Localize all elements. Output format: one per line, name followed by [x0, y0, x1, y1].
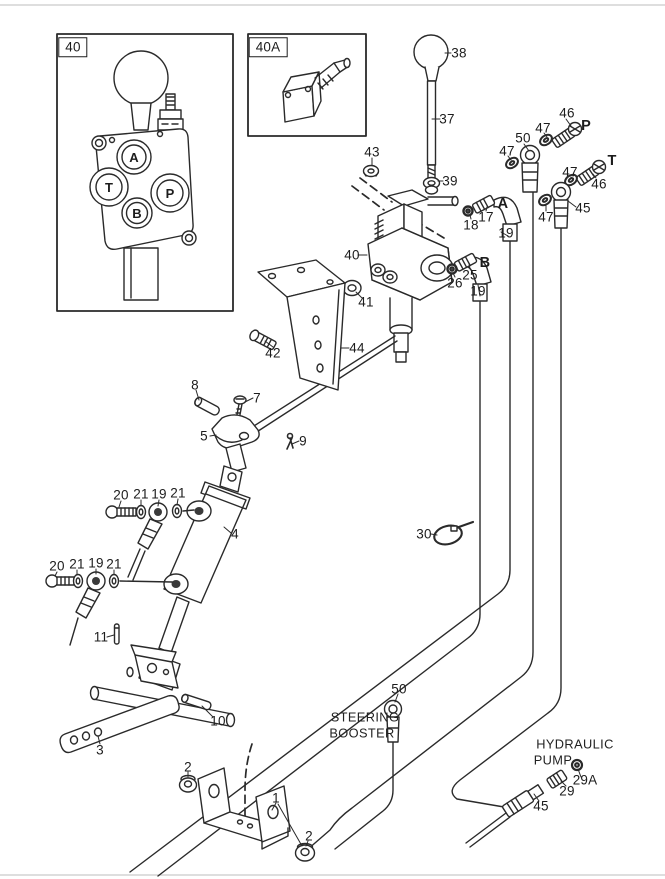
port-letter-a: A [129, 150, 139, 165]
washer-47-b [537, 193, 553, 208]
part-label-A: A [497, 195, 509, 212]
part-label-29: 29 [559, 783, 575, 799]
pin-8 [193, 396, 220, 416]
part-label-46: 46 [559, 105, 575, 121]
part-label-42: 42 [265, 345, 281, 361]
pump-hose-end-45 [466, 784, 544, 847]
part-label-47: 47 [538, 209, 554, 225]
control-lever [414, 35, 448, 194]
part-label-19: 19 [88, 555, 104, 571]
part-label-19: 19 [151, 486, 167, 502]
part-label-B: B [479, 254, 491, 271]
banjo-fitting-50-booster [385, 701, 402, 743]
part-label-5: 5 [200, 428, 208, 444]
part-label-T: T [607, 152, 617, 169]
ball-joint-set-lower [46, 572, 172, 645]
part-label-38: 38 [451, 45, 467, 61]
inset-40-title: 40 [58, 37, 87, 57]
port-letter-b: B [132, 206, 142, 221]
fitting-29 [546, 770, 567, 789]
part-label-18: 18 [463, 217, 479, 233]
banjo-fitting-50-top [521, 146, 540, 193]
part-label-21: 21 [170, 485, 186, 501]
part-label-20: 20 [49, 558, 65, 574]
bracket-1 [198, 768, 290, 849]
nut-43 [364, 166, 379, 177]
part-label-10: 10 [210, 713, 226, 729]
part-label-21: 21 [106, 556, 122, 572]
part-label-47: 47 [562, 164, 578, 180]
mounting-bracket-44 [258, 260, 345, 390]
part-label-45: 45 [575, 200, 591, 216]
grommet-2-right [296, 844, 315, 862]
elbow-fitting-a [472, 195, 521, 241]
part-label-11: 11 [93, 629, 109, 645]
cable-tie-30 [432, 522, 473, 547]
part-label-46: 46 [591, 176, 607, 192]
part-label-17: 17 [478, 209, 494, 225]
part-label-47: 47 [499, 143, 515, 159]
inset-40a-title: 40A [249, 37, 288, 57]
part-label-44: 44 [349, 340, 365, 356]
inset-main-valve [57, 34, 233, 311]
part-label-9: 9 [299, 433, 307, 449]
part-label-43: 43 [364, 144, 380, 160]
o-ring-29a [572, 760, 582, 770]
part-label-41: 41 [358, 294, 374, 310]
part-label-26: 26 [447, 275, 463, 291]
banjo-fitting-45-top [552, 183, 571, 229]
inset-sub-valve [248, 34, 366, 136]
part-label-21: 21 [69, 556, 85, 572]
part-label-39: 39 [442, 173, 458, 189]
part-label-1: 1 [272, 790, 280, 806]
part-label-19: 19 [498, 225, 514, 241]
port-letter-t: T [105, 180, 113, 195]
part-label-7: 7 [253, 390, 261, 406]
cotter-pin-9 [287, 434, 293, 450]
part-label-2: 2 [305, 828, 313, 844]
part-label-4: 4 [231, 526, 239, 542]
o-ring-26 [448, 265, 457, 274]
part-label-50: 50 [515, 130, 531, 146]
pin-11 [115, 624, 120, 644]
part-label-25: 25 [462, 267, 478, 283]
clevis-5 [212, 415, 259, 472]
port-letter-p: P [165, 186, 175, 201]
hydraulic-pump-label-line1: HYDRAULIC [536, 736, 614, 752]
part-label-30: 30 [416, 526, 432, 542]
hydraulic-pump-label-line2: PUMP [533, 752, 573, 768]
steering-booster-label-line1: STEERING [330, 709, 400, 725]
o-ring-18 [464, 207, 473, 216]
part-label-3: 3 [96, 742, 104, 758]
washer-47-a [504, 156, 520, 171]
bolt-46-t [576, 161, 606, 186]
part-label-8: 8 [191, 377, 199, 393]
part-label-45: 45 [533, 798, 549, 814]
pin-10 [181, 694, 212, 711]
bolt-46-p [552, 123, 582, 148]
part-label-19: 19 [470, 283, 486, 299]
elbow-fitting-b [454, 253, 491, 301]
part-label-29A: 29A [572, 772, 598, 788]
part-label-47: 47 [535, 120, 551, 136]
part-label-2: 2 [184, 759, 192, 775]
part-label-50: 50 [391, 681, 407, 697]
steering-booster-label-line2: BOOSTER [329, 725, 395, 741]
part-label-P: P [581, 117, 591, 134]
part-label-21: 21 [133, 486, 149, 502]
bolt-42 [248, 329, 277, 351]
part-label-40: 40 [344, 247, 360, 263]
grommet-2-left [180, 776, 197, 793]
part-label-37: 37 [439, 111, 455, 127]
part-label-20: 20 [113, 487, 129, 503]
washer-47-p [538, 133, 554, 148]
